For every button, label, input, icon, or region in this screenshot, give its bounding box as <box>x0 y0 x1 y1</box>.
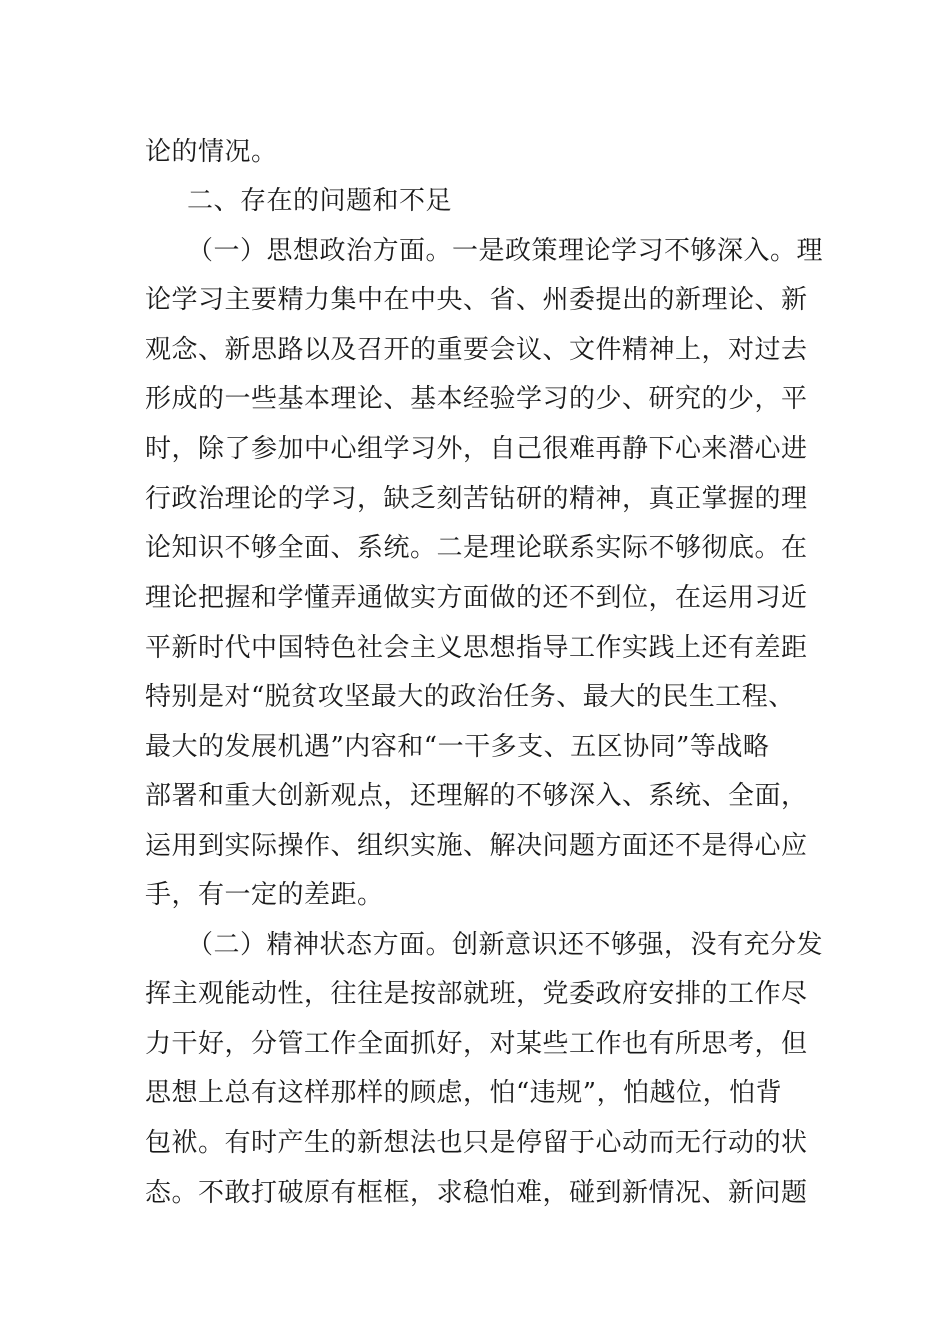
text-line: 思想上总有这样那样的顾虑，怕“违规”，怕越位，怕背 <box>145 1078 783 1108</box>
text-line: 观念、新思路以及召开的重要会议、文件精神上，对过去 <box>145 335 808 365</box>
text-line: 力干好，分管工作全面抓好，对某些工作也有所思考，但 <box>145 1029 808 1059</box>
text-line: 理论把握和学懂弄通做实方面做的还不到位，在运用习近 <box>145 583 808 613</box>
text-line: 论学习主要精力集中在中央、省、州委提出的新理论、新 <box>145 285 808 315</box>
text-line: 态。不敢打破原有框框，求稳怕难，碰到新情况、新问题 <box>145 1178 808 1208</box>
text-line: 挥主观能动性，往往是按部就班，党委政府安排的工作尽 <box>145 979 808 1009</box>
section-heading: 二、存在的问题和不足 <box>187 186 453 216</box>
text-line: 行政治理论的学习，缺乏刻苦钻研的精神，真正掌握的理 <box>145 484 808 514</box>
text-line: 平新时代中国特色社会主义思想指导工作实践上还有差距 <box>145 633 808 663</box>
text-line: 时，除了参加中心组学习外，自己很难再静下心来潜心进 <box>145 434 808 464</box>
text-line: 特别是对“脱贫攻坚最大的政治任务、最大的民生工程、 <box>145 682 795 712</box>
text-line: 论的情况。 <box>145 137 278 167</box>
text-line: 最大的发展机遇”内容和“一干多支、五区协同”等战略 <box>145 732 770 762</box>
text-line: 论知识不够全面、系统。二是理论联系实际不够彻底。在 <box>145 533 808 563</box>
text-line: 形成的一些基本理论、基本经验学习的少、研究的少，平 <box>145 384 808 414</box>
text-line: （一）思想政治方面。一是政策理论学习不够深入。理 <box>187 236 824 266</box>
text-line: 手，有一定的差距。 <box>145 880 384 910</box>
text-line: 部署和重大创新观点，还理解的不够深入、系统、全面， <box>145 781 808 811</box>
text-line: 包袱。有时产生的新想法也只是停留于心动而无行动的状 <box>145 1128 808 1158</box>
text-line: 运用到实际操作、组织实施、解决问题方面还不是得心应 <box>145 831 808 861</box>
text-line: （二）精神状态方面。创新意识还不够强，没有充分发 <box>187 930 824 960</box>
